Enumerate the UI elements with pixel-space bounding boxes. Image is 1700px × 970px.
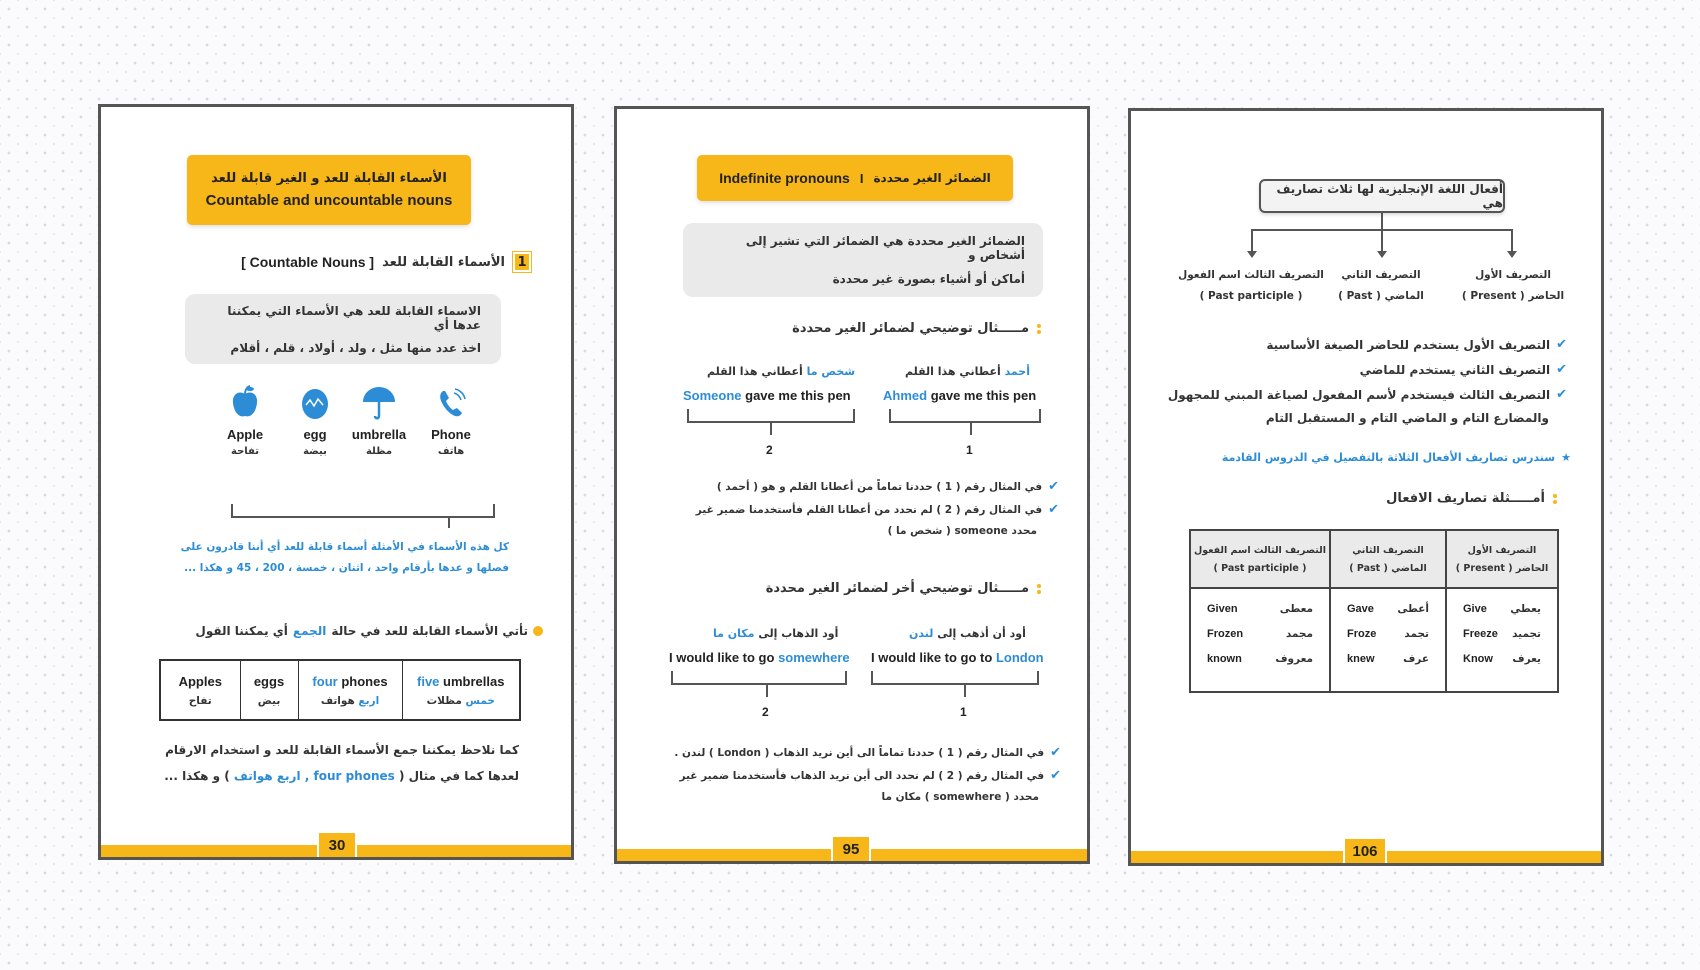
ex1-right-bracket [889,409,1041,423]
apple-item [217,385,273,457]
ex1-right-en-b: gave me this pen [930,388,1037,403]
table-row [1207,628,1313,653]
ex2-left-num: 2 [762,705,769,719]
ex1-left-num: 2 [766,443,773,457]
cell-ar: معروف [1275,652,1313,665]
branch-past-participle-ar: التصريف الثالث اسم الفعول [1178,269,1324,281]
checkmark-icon: ✔ [1556,387,1567,402]
ex1-left-en-b: gave me this pen [745,388,851,403]
cell-ar: تجميد [1512,627,1541,640]
ex1-left-en-a: Someone [683,388,742,403]
ex2-left-bracket [671,671,847,685]
table-row [1347,653,1429,678]
column-present [1446,588,1558,692]
header-past-participle [1190,530,1330,588]
phone-label-en: Phone [431,427,471,442]
page1-plural-text [195,624,543,638]
branch-past-participle-sub: ( Past participle ) [1199,290,1303,302]
ex1-note2: في المثال رقم ( 2 ) لم نحدد من أعطانا القلم فأستخدمنا ضمير غير [695,503,1043,516]
cell-ar: مجمد [1285,627,1313,640]
ex1-note-row2 [696,502,1059,517]
header-past-ar: التصريف الثاني [1352,544,1424,556]
ex1-right-ar [905,365,1030,378]
plural-cell-eggs [240,660,298,720]
colon-dots-icon [1037,324,1041,334]
branch-present-ar: التصريف الأول [1475,269,1551,281]
plural-umbrellas-num: five [417,673,440,689]
arrow-down-icon [1247,251,1257,258]
cell-ar: معطى [1279,602,1313,615]
cell-ar: يعطي [1510,602,1541,615]
plural-text-a: تأتي الأسماء القابلة للعد في حالة [331,624,528,638]
tree-title-box: أفعال اللغة الإنجليزية لها ثلاث تصاريف هي [1259,179,1505,213]
table-row [1463,653,1541,678]
examples-title-row [1386,491,1557,506]
branch-past-participle [1171,269,1331,302]
cell-ar: أعطى [1397,602,1429,615]
ex2-left-en [669,650,850,665]
plural-umbrellas-en [403,674,520,689]
bullet-2: التصريف الثاني يستخدم للماضي [1359,362,1551,377]
page2-page-number: 95 [831,835,871,861]
ex1-note1: في المثال رقم ( 1 ) حددنا تماماً من أعطانا القلم و هو ( أحمد ) [716,480,1043,493]
table-row [1347,628,1429,653]
example1-title-row [792,321,1041,336]
checkmark-icon: ✔ [1050,768,1061,783]
header-past-participle-sub: ( Past participle ) [1213,562,1307,574]
conjugation-table [1189,529,1559,693]
ex1-note3: محدد someone ( شخص ما ) [887,525,1037,537]
plural-phones-ar-word: هواتف [320,694,355,707]
plural-apples-ar: تفاح [188,694,212,707]
page-verb-conjugations [1128,108,1604,866]
page1-definition-box [185,294,501,364]
checkmark-icon: ✔ [1048,479,1059,494]
page2-definition-box [683,223,1043,297]
page2-header-sep: I [859,170,864,186]
page1-section-title-ar: الأسماء القابلة للعد [382,254,505,270]
ex2-note-row2 [679,768,1061,783]
ex2-right-ar-a: أود أن أذهب إلى [937,627,1026,640]
star-note-row [1222,451,1571,464]
plural-cell-phones [298,660,402,720]
cell-en: Freeze [1463,627,1498,640]
bullet-1: التصريف الأول يستخدم للحاضر الصيغة الأساسية [1266,337,1551,352]
page1-header-en: Countable and uncountable nouns [205,192,453,209]
ex2-note-row1 [674,745,1061,760]
tree-arrow-right [1511,229,1513,253]
page1-definition-line2: اخذ عدد منها مثل ، ولد ، أولاد ، قلم ، أقلام [230,340,481,355]
ex2-right-ar [909,627,1026,640]
plural-phones-en [299,674,402,689]
ex2-right-en [871,650,1044,665]
ex2-left-bracket-stem [766,683,768,697]
cell-en: Given [1207,602,1238,615]
plural-phones-num: four [312,673,338,689]
plural-text-b: الجمع [292,624,327,638]
plural-apples-en: Apples [178,673,222,689]
plural-umbrellas-ar-word: مظلات [426,694,462,707]
ex2-right-bracket-stem [964,683,966,697]
plural-umbrellas-word: umbrellas [443,673,505,689]
ex2-right-en-a: I would like to go to [871,650,993,665]
checkmark-icon: ✔ [1556,362,1567,377]
bottom-line2-a: لعدها كما في مثال ( [398,769,519,783]
page2-header-ar: الضمائر الغير محددة [873,171,991,185]
page2-header-box [697,155,1013,201]
bullet-dot-icon [533,626,543,636]
page1-note-line2: فصلها و عدها بأرقام واحد ، اثنان ، خمسة ، 200 ، 45 و هكذا ... [184,562,509,574]
header-past [1330,530,1446,588]
bullet-row-2 [1360,362,1567,377]
cell-en: Know [1463,652,1493,665]
page1-header-ar: الأسماء القابلة للعد و الغير قابلة للعد [211,171,447,186]
star-note: سندرس تصاريف الأفعال الثلاثة بالتفصيل في الدروس القادمة [1221,451,1556,464]
ex2-right-ar-b: لندن [909,627,934,640]
phone-item [423,385,479,457]
plural-cell-apples [160,660,240,720]
header-present-ar: التصريف الأول [1467,544,1537,556]
ex2-note1: في المثال رقم ( 1 ) حددنا تماماً الى أين نريد الذهاب ( London ) لندن . [674,746,1045,759]
page1-section-title-en: [ Countable Nouns ] [241,254,375,270]
ex1-left-ar-a: شخص ما [806,365,856,378]
cell-ar: يعرف [1512,652,1541,665]
page2-definition-line1: الضمائر الغير محددة هي الضمائر التي تشير إلى أشخاص و [745,234,1025,262]
apple-icon [230,385,260,421]
cell-en: knew [1347,652,1375,665]
ex2-note2: في المثال رقم ( 2 ) لم نحدد الى أين نريد الذهاب فأستخدمنا ضمير غير [679,769,1045,782]
plural-cell-umbrellas [402,660,520,720]
checkmark-icon: ✔ [1556,337,1567,352]
bullet-4: والمضارع التام و الماضي التام و المستقبل التام [1265,411,1549,425]
branch-past [1321,269,1441,302]
egg-item [287,385,343,457]
page1-bottom-line2 [164,769,519,783]
page2-header-en: Indefinite pronouns [719,170,850,186]
conjugation-table-body [1190,588,1558,692]
ex1-right-bracket-stem [970,421,972,435]
page-indefinite-pronouns [614,106,1090,864]
ex2-right-en-b: London [995,650,1044,665]
plural-umbrellas-ar-num: خمس [465,694,495,707]
page2-definition-line2: أماكن أو أشياء بصورة غير محددة [832,272,1025,286]
checkmark-icon: ✔ [1048,502,1059,517]
header-past-participle-ar: التصريف الثالث اسم الفعول [1194,544,1326,556]
plural-phones-ar [299,695,402,707]
cell-en: Gave [1347,602,1374,615]
bottom-line2-c: ) و هكذا ... [164,769,230,783]
examples-title: أمـــــثلة تصاريف الافعال [1386,491,1545,506]
page1-definition-line1: الاسماء القابلة للعد هي الأسماء التي يمكننا عدها أي [227,303,481,332]
ex2-left-en-b: somewhere [778,650,850,665]
checkmark-icon: ✔ [1050,745,1061,760]
ex1-left-bracket-stem [770,421,772,435]
tree-arrow-mid [1381,229,1383,253]
arrow-down-icon [1377,251,1387,258]
ex2-left-ar-b: مكان ما [713,627,755,640]
header-present [1446,530,1558,588]
ex2-left-ar [713,627,838,640]
ex1-note-row1 [717,479,1059,494]
apple-label-en: Apple [226,427,264,442]
plural-table [159,659,521,721]
egg-label-ar: بيضة [303,446,327,457]
example2-title: مـــــثال توضيحي أخر لضمائر الغير محددة [765,581,1029,596]
branch-past-sub: الماضي ( Past ) [1338,290,1424,302]
cell-en: Give [1463,602,1487,615]
bullet-row-3 [1168,387,1567,402]
ex2-left-ar-a: أود الذهاب إلى [758,627,839,640]
page1-header-box [187,155,471,225]
plural-umbrellas-ar [403,695,520,707]
plural-phones-ar-num: اربع [358,694,380,707]
branch-past-ar: التصريف الثاني [1341,269,1421,281]
page1-note-line1: كل هذه الأسماء في الأمثلة أسماء قابلة للعد أي أننا قادرون على [180,541,509,553]
tree-arrow-left [1251,229,1253,253]
ex1-right-ar-b: أعطاني هذا القلم [905,365,1001,378]
column-past [1330,588,1446,692]
apple-label-ar: تفاحة [231,446,259,457]
page1-page-number: 30 [317,831,357,857]
bullet-3: التصريف الثالث فيستخدم لأسم المفعول لصياغة المبني للمجهول [1167,387,1551,402]
plural-eggs-ar: بيض [257,694,281,707]
cell-ar: تجمد [1404,627,1429,640]
egg-label-en: egg [303,427,327,442]
plural-eggs-en: eggs [253,673,285,689]
conjugation-table-header [1190,530,1558,588]
cell-ar: عرف [1403,652,1429,665]
phone-label-ar: هاتف [437,446,465,457]
ex2-note3: محدد ( somewhere ) مكان ما [881,791,1039,803]
table-row [1347,603,1429,628]
page-countable-nouns [98,104,574,860]
arrow-down-icon [1507,251,1517,258]
example2-title-row [766,581,1041,596]
bottom-line2-b: four phones , اربع هواتف [233,769,395,783]
cell-en: known [1207,652,1242,665]
page3-page-number: 106 [1343,837,1387,863]
ex1-right-en-a: Ahmed [883,388,928,403]
colon-dots-icon [1553,494,1557,504]
branch-present [1443,269,1583,302]
ex1-right-ar-a: أحمد [1004,365,1031,378]
plural-text-c: أي يمكننا القول [195,624,288,638]
table-row [1207,653,1313,678]
table-row [1463,628,1541,653]
section-number-badge: 1 [513,252,531,272]
plural-table-row [160,660,520,720]
bullet-row-1 [1266,337,1567,352]
star-icon: ★ [1561,451,1571,464]
ex1-left-ar-b: أعطاني هذا القلم [707,365,803,378]
table-row [1463,603,1541,628]
colon-dots-icon [1037,584,1041,594]
egg-icon [299,385,331,421]
ex2-right-num: 1 [960,705,967,719]
umbrella-label-en: umbrella [351,427,407,442]
page1-icons-bracket-stem [448,516,450,528]
header-present-sub: الحاضر ( Present ) [1455,562,1549,574]
ex1-right-en [883,388,1036,403]
umbrella-label-ar: مظلة [365,446,393,457]
cell-en: Frozen [1207,627,1244,640]
ex2-left-en-a: I would like to go [669,650,775,665]
page1-bottom-line1: كما نلاحظ يمكننا جمع الأسماء القابلة للعد و استخدام الارقام [165,743,519,757]
branch-present-sub: الحاضر ( Present ) [1461,290,1565,302]
umbrella-item [347,385,411,457]
table-row [1207,603,1313,628]
cell-en: Froze [1347,627,1377,640]
column-past-participle [1190,588,1330,692]
header-past-sub: الماضي ( Past ) [1349,562,1427,574]
phone-icon [435,385,467,421]
ex1-left-en [683,388,851,403]
umbrella-icon [361,385,397,421]
page1-icons-bracket [231,504,495,518]
ex2-right-bracket [871,671,1039,685]
ex1-right-num: 1 [966,443,973,457]
example1-title: مـــــثال توضيحي لضمائر الغير محددة [792,321,1029,336]
ex1-left-ar [707,365,855,378]
plural-phones-word: phones [341,673,388,689]
page1-section-title [241,252,531,272]
